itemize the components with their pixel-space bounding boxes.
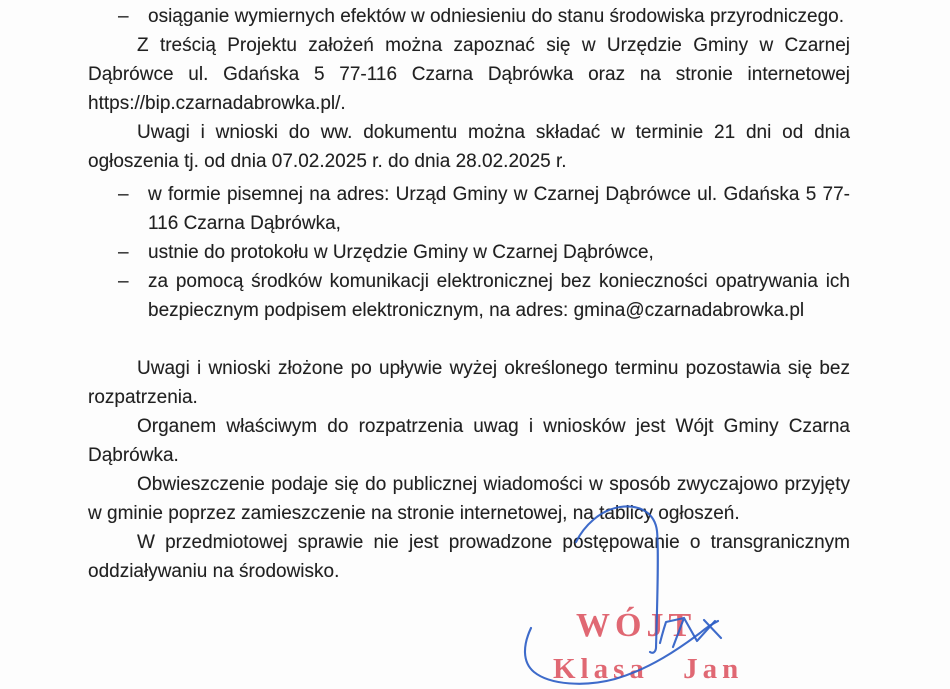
stamp-title: WÓJT <box>576 607 697 644</box>
paragraph-transboundary: W przedmiotowej sprawie nie jest prowadzone postępowanie o transgranicznym oddziaływaniu na środowisko. <box>88 532 850 582</box>
dash-marker: – <box>118 242 129 263</box>
submission-methods-list <box>88 180 850 325</box>
list-item-text: ustnie do protokołu w Urzędzie Gminy w Czarnej Dąbrówce, <box>148 242 654 263</box>
list-item-text: w formie pisemnej na adres: Urząd Gminy w Czarnej Dąbrówce ul. Gdańska 5 77-116 Czarna Dąbrówka, <box>148 184 850 234</box>
list-item-effects <box>88 2 850 31</box>
paragraph-late-submissions: Uwagi i wnioski złożone po upływie wyżej określonego terminu pozostawia się bez rozpatrzenia. <box>88 358 850 408</box>
list-item <box>88 180 850 238</box>
list-item-text: za pomocą środków komunikacji elektronicznej bez konieczności opatrywania ich bezpiecznym podpisem elektronicznym, na adres: gmina@czarnadabrowka.pl <box>148 271 850 321</box>
list-item <box>88 238 850 267</box>
list-item-text: osiąganie wymiernych efektów w odniesieniu do stanu środowiska przyrodniczego. <box>148 6 844 27</box>
dash-marker: – <box>118 6 129 27</box>
paragraph-competent-authority: Organem właściwym do rozpatrzenia uwag i wniosków jest Wójt Gminy Czarna Dąbrówka. <box>88 416 850 466</box>
paragraph-availability: Z treścią Projektu założeń można zapoznać się w Urzędzie Gminy w Czarnej Dąbrówce ul. Gdańska 5 77-116 Czarna Dąbrówka oraz na stronie internetowej https://bip.czarnadabrowka.pl/. <box>88 35 850 114</box>
stamp-name: Klasa Jan <box>553 653 744 685</box>
document-page <box>88 2 850 586</box>
paragraph-submission-deadline: Uwagi i wnioski do ww. dokumentu można składać w terminie 21 dni od dnia ogłoszenia tj. od dnia 07.02.2025 r. do dnia 28.02.2025 r. <box>88 122 850 172</box>
list-item <box>88 267 850 325</box>
dash-marker: – <box>118 271 129 292</box>
dash-marker: – <box>118 184 129 205</box>
paragraph-public-announcement: Obwieszczenie podaje się do publicznej wiadomości w sposób zwyczajowo przyjęty w gminie poprzez zamieszczenie na stronie internetowej, na tablicy ogłoszeń. <box>88 474 850 524</box>
